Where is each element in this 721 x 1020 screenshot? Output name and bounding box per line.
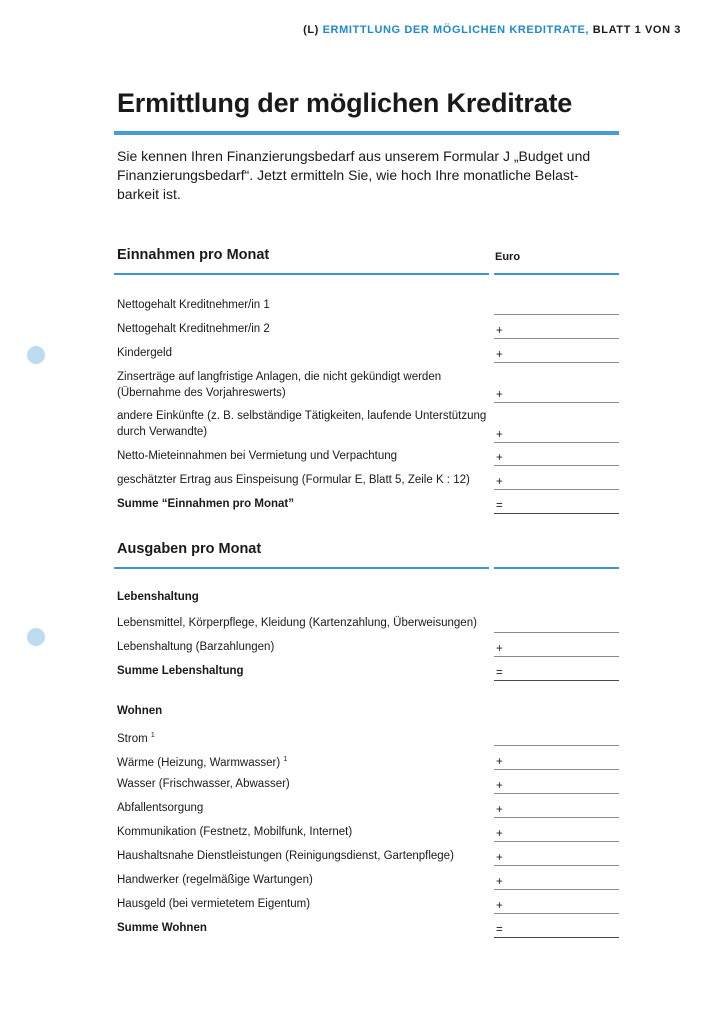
housing-amount-field[interactable]: + — [494, 803, 619, 818]
income-amount-field[interactable]: + — [494, 428, 619, 443]
income-divider-amount — [494, 273, 619, 275]
housing-row-label: Handwerker (regelmäßige Wartungen) — [117, 874, 313, 886]
living-total-field[interactable]: = — [494, 666, 619, 681]
footnote-marker: 1 — [283, 756, 288, 763]
living-heading: Lebenshaltung — [117, 591, 199, 603]
housing-row-label: Wärme (Heizung, Warmwasser) $^1$ — [117, 756, 288, 769]
income-amount-field[interactable]: + — [494, 475, 619, 490]
living-row-label: Lebensmittel, Körperpflege, Kleidung (Kartenzahlung, Überweisungen) — [117, 617, 477, 629]
income-row-label: Zinserträge auf langfristige Anlagen, die nicht gekündigt werden (Übernahme des Vorjahreswerts) — [117, 371, 442, 399]
housing-amount-field[interactable] — [494, 731, 619, 746]
housing-row-label: Kommunikation (Festnetz, Mobilfunk, Internet) — [117, 826, 353, 838]
header-prefix: (L) — [303, 24, 319, 36]
income-row-label: Nettogehalt Kreditnehmer/in 2 — [117, 323, 270, 335]
income-amount-field[interactable] — [494, 300, 619, 315]
living-row-label: Lebenshaltung (Barzahlungen) — [117, 641, 275, 653]
expenses-divider — [114, 567, 489, 569]
income-row-label: Kindergeld — [117, 347, 172, 359]
housing-row-label: Haushaltsnahe Dienstleistungen (Reinigungsdienst, Gartenpflege) — [117, 850, 454, 862]
income-divider — [114, 273, 489, 275]
income-amount-field[interactable]: + — [494, 324, 619, 339]
income-row-label: geschätzter Ertrag aus Einspeisung (Formular E, Blatt 5, Zeile K : 12) — [117, 474, 470, 486]
housing-amount-field[interactable]: + — [494, 755, 619, 770]
expenses-heading: Ausgaben pro Monat — [117, 541, 262, 557]
housing-total-field[interactable]: = — [494, 923, 619, 938]
housing-amount-field[interactable]: + — [494, 827, 619, 842]
income-heading: Einnahmen pro Monat — [117, 247, 270, 263]
housing-amount-field[interactable]: + — [494, 779, 619, 794]
housing-row-label: Wasser (Frischwasser, Abwasser) — [117, 778, 290, 790]
punch-hole-icon — [27, 628, 45, 646]
header-title: ERMITTLUNG DER MÖGLICHEN KREDITRATE, — [322, 24, 590, 36]
footnote-marker: 1 — [150, 732, 155, 739]
title-divider — [114, 131, 619, 135]
housing-amount-field[interactable]: + — [494, 875, 619, 890]
income-total-field[interactable]: = — [494, 499, 619, 514]
income-amount-field[interactable]: + — [494, 451, 619, 466]
page-title: Ermittlung der möglichen Kreditrate — [117, 88, 573, 118]
income-amount-field[interactable]: + — [494, 348, 619, 363]
income-row-label: Nettogehalt Kreditnehmer/in 1 — [117, 299, 270, 311]
income-row-label: Netto-Mieteinnahmen bei Vermietung und Verpachtung — [117, 450, 398, 462]
housing-total-label: Summe Wohnen — [117, 922, 207, 934]
page-header — [303, 24, 681, 36]
intro-text: Sie kennen Ihren Finanzierungsbedarf aus unserem Formular J „Budget und Finanzierungsbedarf“. Jetzt ermitteln Sie, wie hoch Ihre monatliche Belast-barkeit ist. — [117, 148, 591, 202]
income-total-label: Summe “Einnahmen pro Monat” — [117, 498, 294, 510]
housing-heading: Wohnen — [117, 705, 163, 717]
expenses-divider-amount — [494, 567, 619, 569]
currency-label: Euro — [495, 251, 521, 263]
income-row-label: andere Einkünfte (z. B. selbständige Tätigkeiten, laufende Unterstützung durch Verwandte) — [117, 410, 487, 438]
housing-row-label: Hausgeld (bei vermietetem Eigentum) — [117, 898, 311, 910]
living-total-label: Summe Lebenshaltung — [117, 665, 244, 677]
housing-amount-field[interactable]: + — [494, 899, 619, 914]
living-amount-field[interactable]: + — [494, 642, 619, 657]
housing-row-label: Strom $^1$ — [117, 732, 155, 745]
income-amount-field[interactable]: + — [494, 388, 619, 403]
living-amount-field[interactable] — [494, 618, 619, 633]
housing-amount-field[interactable]: + — [494, 851, 619, 866]
header-page: BLATT 1 VON 3 — [592, 24, 681, 36]
housing-row-label: Abfallentsorgung — [117, 802, 204, 814]
punch-hole-icon — [27, 346, 45, 364]
